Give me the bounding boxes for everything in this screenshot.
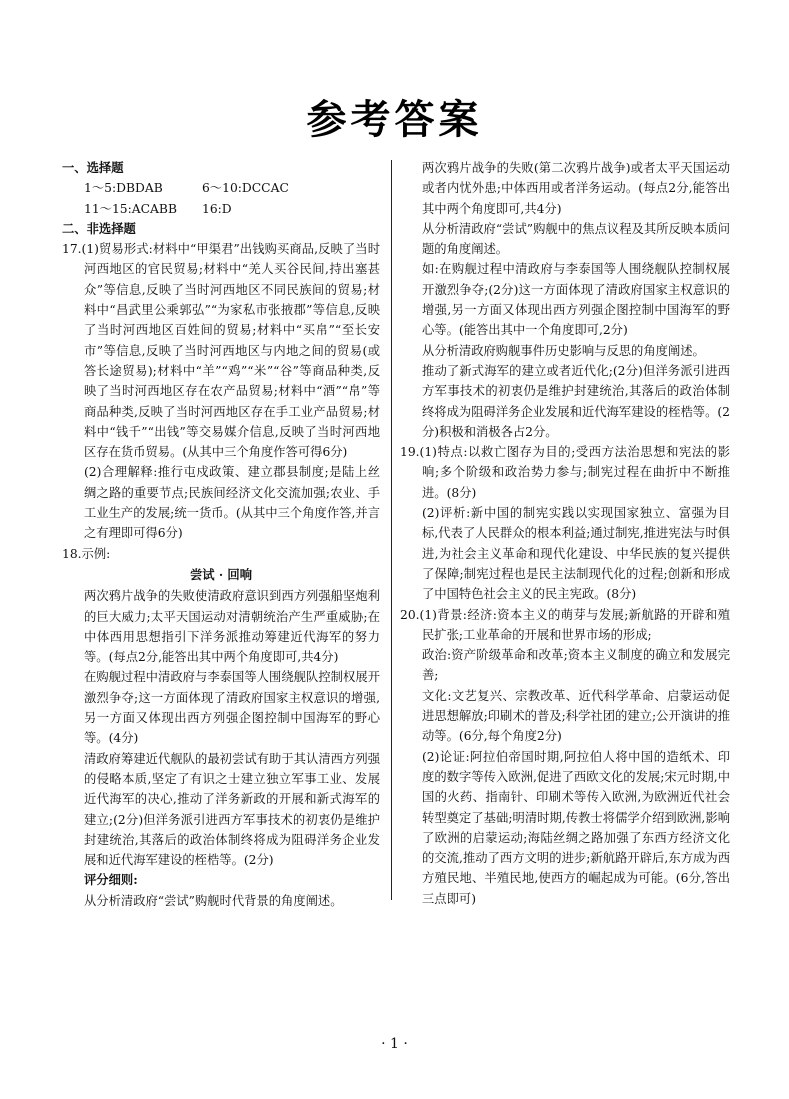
q17-part1: 17.(1)贸易形式:材料中“甲渠君”出钱购买商品,反映了当时河西地区的官民贸易;材料中“羌人买谷民间,持出塞甚众”等信息,反映了当时河西地区不同民族间的贸易;材料中“昌武里公乘郭弘”“为家私市张掖郡”等信息,反映了当时河西地区百姓间的贸易;材料中“买帛”“至长安市”等信息,反映了当时河西地区与内地之间的贸易(或答长途贸易);材料中“羊”“鸡”“米”“谷”等商品种类,反映了当时河西地区存在农产品贸易;材料中“酒”“帛”等商品种类,反映了当时河西地区存在手工业产品贸易;材料中“钱千”“出钱”等交易媒介信息,反映了当时河西地区存在货币贸易。(从其中三个角度作答可得6分) — [62, 242, 380, 460]
q18-scoring-item-1-cont: 两次鸦片战争的失败(第二次鸦片战争)或者太平天国运动或者内忧外患;中体西用或者洋务运动。(每点2分,能答出其中两个角度即可,共4分) — [422, 161, 730, 216]
q18-label: 18.示例: — [62, 546, 111, 561]
q18-scoring-item-2-example: 如:在购舰过程中清政府与李泰国等人围绕舰队控制权展开激烈争夺;(2分)这一方面体现了清政府国家主权意识的增强,另一方面又体现出西方列强企图控制中国海军的野心等。(能答出其中一个角度即可,2分) — [422, 262, 730, 338]
choice-answers-row-2 — [62, 199, 380, 219]
left-column — [62, 158, 380, 911]
page-number: · 1 · — [381, 1036, 408, 1052]
q20-part1-politics: 政治:资产阶级革命和改革;资本主义制度的确立和发展完善; — [422, 648, 730, 683]
q19-part2: (2)评析:新中国的制宪实践以实现国家独立、富强为目标,代表了人民群众的根本利益;通过制宪,推进宪法与时俱进,为社会主义革命和现代化建设、中华民族的复兴提供了保障;制宪过程也是民主法制现代化的过程;创新和形成了中国特色社会主义的民主宪政。(8分) — [422, 506, 730, 602]
choice-answers-16: 16:D — [202, 201, 232, 216]
q20-part1-culture: 文化:文艺复兴、宗教改革、近代科学革命、启蒙运动促进思想解放;印刷术的普及;科学社团的建立;公开演讲的推动等。(6分,每个角度2分) — [422, 688, 730, 744]
q18-scoring-item-3-example: 推动了新式海军的建立或者近代化;(2分)但洋务派引进西方军事技术的初衷仍是维护封建统治,其落后的政治体制终将成为阻碍洋务企业发展和近代海军建设的桎梏等。(2分)积极和消极各占2分。 — [422, 363, 730, 439]
q17-part2: (2)合理解释:推行屯戍政策、建立郡县制度;是陆上丝绸之路的重要节点;民族间经济文化交流加强;农业、手工业生产的发展;统一货币。(从其中三个角度作答,并言之有理即可得6分) — [84, 465, 380, 541]
choice-answers-row-1 — [62, 178, 380, 198]
q18-paragraph-1: 两次鸦片战争的失败使清政府意识到西方列强船坚炮利的巨大威力;太平天国运动对清朝统治产生严重威胁;在中体西用思想指引下洋务派推动筹建近代海军的努力等。(每点2分,能答出其中两个角度即可,共4分) — [84, 589, 380, 665]
column-divider — [391, 160, 392, 900]
q18-scoring-item-2: 从分析清政府“尝试”购舰中的焦点议程及其所反映本质问题的角度阐述。 — [422, 221, 730, 257]
q18-scoring-heading: 评分细则: — [84, 872, 138, 888]
q19-part1: 19.(1)特点:以救亡图存为目的;受西方法治思想和宪法的影响;多个阶级和政治势力参与;制宪过程在曲折中不断推进。(8分) — [400, 445, 730, 500]
q20-part1-economy: 20.(1)背景:经济:资本主义的萌芽与发展;新航路的开辟和殖民扩张;工业革命的开展和世界市场的形成; — [400, 607, 730, 642]
right-column — [400, 158, 730, 909]
q18-scoring-item-3: 从分析清政府购舰事件历史影响与反思的角度阐述。 — [422, 343, 705, 358]
page-title: 参考答案 — [306, 97, 483, 143]
q18-paragraph-3: 清政府筹建近代舰队的最初尝试有助于其认清西方列强的侵略本质,坚定了有识之士建立独立军事工业、发展近代海军的决心,推动了洋务新政的开展和新式海军的建立;(2分)但洋务派引进西方军事技术的初衷仍是维护封建统治,其落后的政治体制终将成为阻碍洋务企业发展和近代海军建设的桎梏等。(2分) — [84, 751, 380, 868]
section-heading-choice: 一、选择题 — [62, 160, 124, 175]
q18-subtitle: 尝试 · 回响 — [189, 566, 253, 582]
section-heading-nonchoice: 二、非选择题 — [62, 220, 136, 236]
q18-paragraph-2: 在购舰过程中清政府与李泰国等人围绕舰队控制权展开激烈争夺;这一方面体现了清政府国家主权意识的增强,另一方面又体现出西方列强企图控制中国海军的野心等。(4分) — [84, 670, 380, 746]
choice-answers-1-5: 1～5:DBDAB — [84, 181, 163, 196]
q20-part2: (2)论证:阿拉伯帝国时期,阿拉伯人将中国的造纸术、印度的数字等传入欧洲,促进了西欧文化的发展;宋元时期,中国的火药、指南针、印刷术等传入欧洲,为欧洲近代社会转型奠定了基础;明清时期,传教士将儒学介绍到欧洲,影响了欧洲的启蒙运动;海陆丝绸之路加强了东西方经济文化的交流,推动了西方文明的进步;新航路开辟后,东方成为西方殖民地、半殖民地,使西方的崛起成为可能。(6分,答出三点即可) — [422, 749, 730, 906]
q18-scoring-item-1: 从分析清政府“尝试”购舰时代背景的角度阐述。 — [84, 893, 343, 908]
choice-answers-6-10: 6～10:DCCAC — [202, 181, 289, 196]
choice-answers-11-15: 11～15:ACABB — [84, 201, 177, 216]
